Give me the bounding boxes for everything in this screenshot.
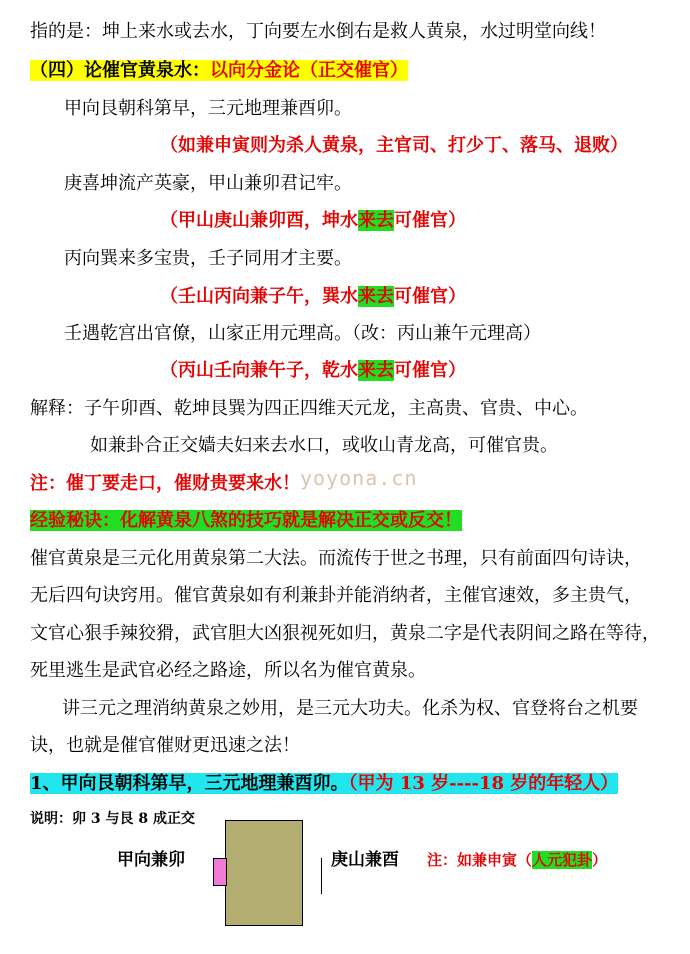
diagram-vertical-line: [321, 858, 322, 894]
explanation-line: 解释：子午卯酉、乾坤艮巽为四正四维天元龙，主高贵、官贵、中心。: [30, 398, 588, 419]
section-heading-subtitle: 以向分金论（正交催官）: [210, 60, 408, 81]
explanation-line: 如兼卦合正交嫱夫妇来去水口，或收山青龙高，可催官贵。: [90, 435, 558, 456]
verse-line: 甲向艮朝科第早，三元地理兼酉卯。: [64, 98, 352, 119]
verse-annotation: [160, 358, 466, 384]
diagram-tab: [213, 858, 227, 886]
annotation-text: （甲山庚山兼卯酉，坤水: [160, 210, 358, 231]
text-line: 指的是：坤上来水或去水，丁向要左水倒右是救人黄泉，水过明堂向线！: [30, 21, 606, 42]
section-heading-title: （四）论催官黄泉水：: [30, 60, 210, 81]
annotation-text: 可催官）: [394, 286, 466, 307]
paragraph-line: 死里逃生是武官必经之路途，所以名为催官黄泉。: [30, 660, 426, 681]
diagram-left-label: 甲向兼卯: [117, 850, 185, 870]
watermark: yoyona.cn: [300, 466, 418, 490]
section-heading: [30, 58, 408, 84]
example-heading-age: （甲为 13 岁----18 岁的年轻人）: [348, 773, 619, 794]
annotation-text: （壬山丙向兼子午，巽水: [160, 286, 358, 307]
diagram-note: [427, 847, 607, 873]
example-heading-highlight: [30, 773, 618, 794]
annotation-text: 可催官）: [394, 360, 466, 381]
highlight-laiqu: 来去: [358, 360, 394, 381]
verse-annotation: [160, 284, 466, 310]
secret-heading: [30, 508, 462, 534]
annotation-text: 可催官）: [394, 210, 466, 231]
paragraph-line: 文官心狠手辣狡猾，武官胆大凶狠视死如归，黄泉二字是代表阴间之路在等待，: [30, 623, 660, 644]
diagram-note-highlight: 人元犯卦: [532, 851, 593, 869]
example-heading-title: 1、甲向艮朝科第早，三元地理兼酉卯。: [30, 773, 349, 794]
verse-line: 壬遇乾宫出官僚，山家正用元理高。（改：丙山兼午元理高）: [64, 323, 541, 344]
diagram-note-text: ）: [592, 851, 608, 869]
diagram-box: [225, 820, 303, 926]
verse-annotation: （如兼申寅则为杀人黄泉，主官司、打少丁、落马、退败）: [160, 135, 628, 156]
note-line: 注：催丁要走口，催财贵要来水！: [30, 473, 300, 494]
annotation-text: （丙山壬向兼午子，乾水: [160, 360, 358, 381]
diagram-right-label: 庚山兼酉: [331, 850, 399, 870]
highlight-laiqu: 来去: [358, 210, 394, 231]
secret-heading-highlight: 经验秘诀：化解黄泉八煞的技巧就是解决正交或反交！: [30, 510, 462, 531]
verse-annotation: [160, 208, 466, 234]
verse-line: 丙向巽来多宝贵，壬子同用才主要。: [64, 248, 352, 269]
paragraph-line: 讲三元之理消纳黄泉之妙用，是三元大功夫。化杀为权、官登将台之机要: [62, 698, 638, 719]
diagram-note-text: 注：如兼申寅（: [427, 851, 533, 869]
section-heading-highlight: [30, 60, 408, 81]
paragraph-line: 无后四句诀窍用。催官黄泉如有利兼卦并能消纳者，主催官速效，多主贵气，: [30, 585, 642, 606]
paragraph-line: 诀，也就是催官催财更迅速之法！: [30, 735, 300, 756]
example-heading: [30, 771, 618, 797]
diagram-caption: 说明：卯 3 与艮 8 成正交: [30, 811, 195, 827]
verse-line: 庚喜坤流产英豪，甲山兼卯君记牢。: [64, 173, 352, 194]
paragraph-line: 催官黄泉是三元化用黄泉第二大法。而流传于世之书理，只有前面四句诗诀，: [30, 548, 642, 569]
highlight-laiqu: 来去: [358, 286, 394, 307]
